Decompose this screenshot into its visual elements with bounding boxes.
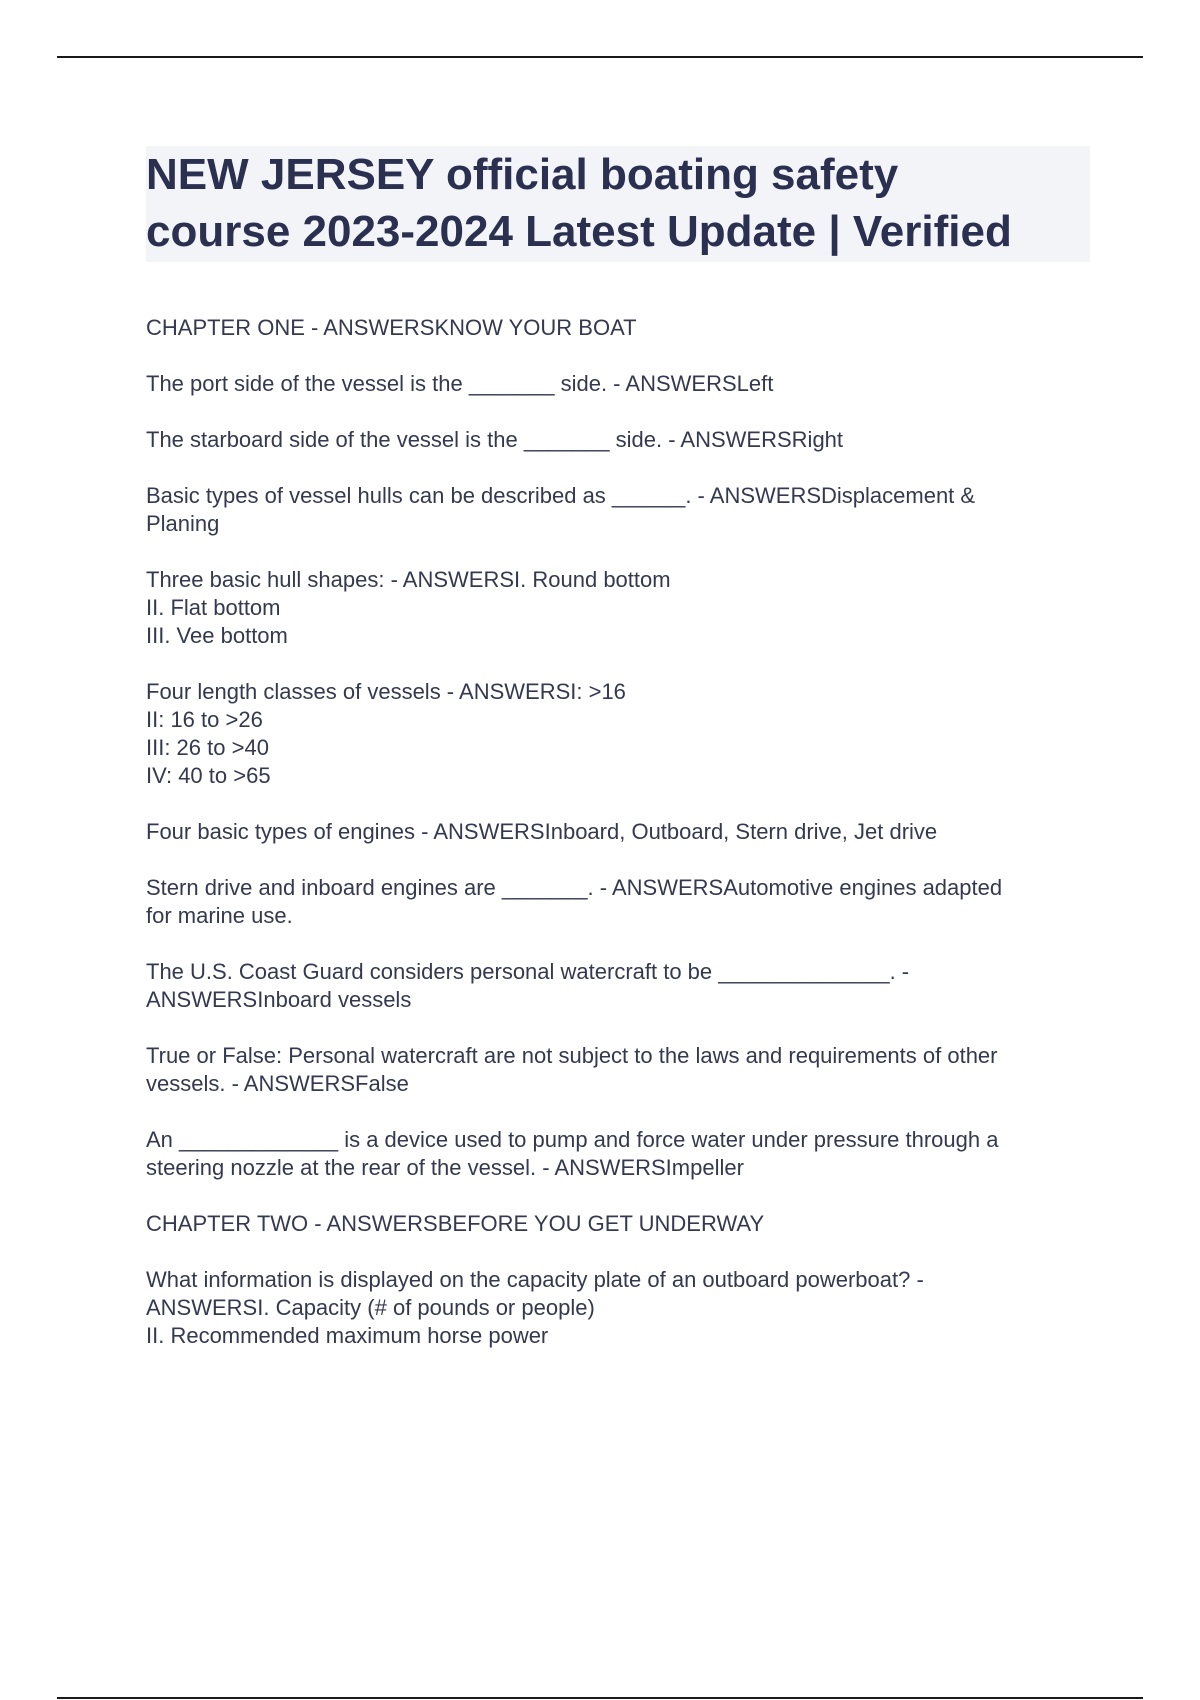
qa-entry [146, 958, 1090, 1014]
title-block [146, 146, 1090, 262]
qa-entry-line: The port side of the vessel is the _______ side. - ANSWERSLeft [146, 371, 774, 396]
qa-entry [146, 1126, 1090, 1182]
qa-entry-line: steering nozzle at the rear of the vessel. - ANSWERSImpeller [146, 1155, 744, 1180]
document-title: NEW JERSEY official boating safety course 2023-2024 Latest Update | Verified [146, 150, 1012, 256]
qa-entry-line: III: 26 to >40 [146, 735, 269, 760]
qa-entry-line: II: 16 to >26 [146, 707, 263, 732]
qa-entry [146, 678, 1090, 790]
qa-entry-line: for marine use. [146, 903, 293, 928]
qa-entry-line: Four basic types of engines - ANSWERSInboard, Outboard, Stern drive, Jet drive [146, 819, 938, 844]
qa-entry-line: Four length classes of vessels - ANSWERSI: >16 [146, 679, 626, 704]
qa-entry-line: ANSWERSInboard vessels [146, 987, 412, 1012]
bottom-rule [57, 1697, 1143, 1699]
qa-entry-line: III. Vee bottom [146, 623, 288, 648]
document-body [146, 146, 1090, 1378]
qa-entry [146, 1266, 1090, 1350]
qa-entry [146, 566, 1090, 650]
qa-list [146, 314, 1090, 1350]
qa-entry [146, 314, 1090, 342]
qa-entry-line: An _____________ is a device used to pump and force water under pressure through a [146, 1127, 999, 1152]
qa-entry [146, 818, 1090, 846]
top-rule [57, 56, 1143, 58]
qa-entry [146, 1042, 1090, 1098]
qa-entry-line: vessels. - ANSWERSFalse [146, 1071, 409, 1096]
qa-entry-line: What information is displayed on the capacity plate of an outboard powerboat? - [146, 1267, 924, 1292]
qa-entry-line: Three basic hull shapes: - ANSWERSI. Round bottom [146, 567, 671, 592]
qa-entry-line: II. Flat bottom [146, 595, 281, 620]
qa-entry-line: True or False: Personal watercraft are not subject to the laws and requirements of other [146, 1043, 998, 1068]
qa-entry-line: II. Recommended maximum horse power [146, 1323, 549, 1348]
qa-entry [146, 370, 1090, 398]
qa-entry [146, 426, 1090, 454]
qa-entry-line: The starboard side of the vessel is the _______ side. - ANSWERSRight [146, 427, 844, 452]
qa-entry-line: The U.S. Coast Guard considers personal watercraft to be ______________. - [146, 959, 910, 984]
qa-entry-line: ANSWERSI. Capacity (# of pounds or people) [146, 1295, 595, 1320]
qa-entry-line: Stern drive and inboard engines are _______. - ANSWERSAutomotive engines adapted [146, 875, 1003, 900]
qa-entry-line: Basic types of vessel hulls can be described as ______. - ANSWERSDisplacement & [146, 483, 976, 508]
qa-entry [146, 482, 1090, 538]
qa-entry [146, 1210, 1090, 1238]
qa-entry-line: CHAPTER ONE - ANSWERSKNOW YOUR BOAT [146, 315, 637, 340]
qa-entry-line: IV: 40 to >65 [146, 763, 271, 788]
qa-entry-line: Planing [146, 511, 220, 536]
qa-entry-line: CHAPTER TWO - ANSWERSBEFORE YOU GET UNDERWAY [146, 1211, 765, 1236]
qa-entry [146, 874, 1090, 930]
